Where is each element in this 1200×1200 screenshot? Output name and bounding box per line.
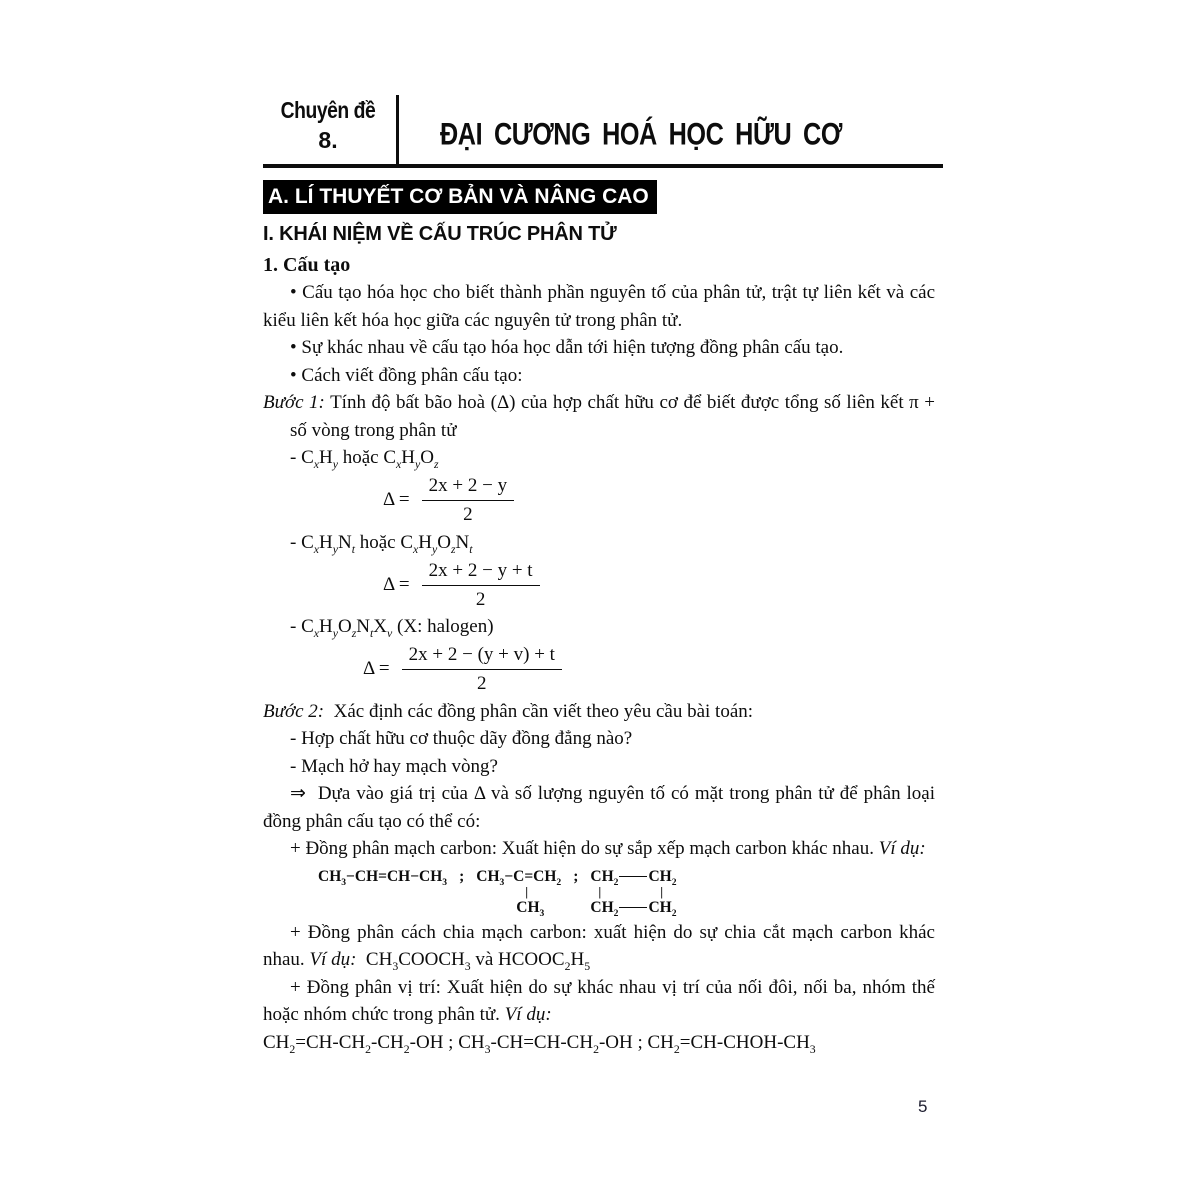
step-2-paragraph	[263, 698, 935, 726]
cyclobutane-carbon: $CH_2$	[648, 898, 677, 919]
bullet-item	[263, 362, 935, 390]
structural-formula-cyclobutane	[590, 867, 676, 917]
case-3-formula-line: - $C_xH_yO_zN_tX_v$ (X: halogen)	[290, 616, 494, 640]
fraction-denominator: 2	[475, 588, 486, 610]
vertical-bond: |	[660, 883, 664, 899]
chain-isomer-paragraph	[263, 835, 935, 863]
example-label: Ví dụ:	[504, 1004, 552, 1025]
section-i-heading: I. KHÁI NIỆM VỀ CẤU TRÚC PHÂN TỬ	[263, 223, 617, 245]
position-isomer-paragraph	[263, 974, 935, 1029]
cyclobutane-carbon: $CH_2$	[648, 867, 677, 888]
delta-formula-2	[383, 557, 935, 612]
page-number: 5	[918, 1097, 928, 1116]
fraction-numerator: 2x + 2 − (y + v) + t	[402, 642, 562, 670]
fraction-denominator: 2	[477, 673, 487, 694]
vertical-bond: |	[598, 883, 602, 899]
chapter-number: 8.	[318, 127, 338, 153]
cyclobutane-carbon: $CH_2$	[590, 867, 619, 888]
delta-symbol: Δ =	[383, 489, 410, 511]
bullet-icon: •	[290, 282, 297, 303]
step-1-label: Bước 1:	[263, 392, 325, 413]
cyclobutane-carbon: $CH_2$	[590, 898, 619, 919]
vertical-bond: |	[525, 883, 529, 899]
subsection-1-heading: 1. Cấu tạo	[263, 254, 351, 276]
position-isomer-text: + Đồng phân vị trí: Xuất hiện do sự khác nhau vị trí của nối đôi, nối ba, nhóm thế hoặc nhóm chức trong phân tử.	[263, 976, 935, 1025]
position-isomer-examples: $CH_2=CH-CH_2-CH_2-OH$ ; $CH_3-CH=CH-CH_2-OH$ ; $CH_2=CH-CHOH-CH_3$	[263, 1031, 816, 1056]
fraction-denominator: 2	[463, 504, 473, 525]
split-isomer-example: $CH_3COOCH_3$ và $HCOOC_2H_5$	[365, 949, 591, 973]
fraction	[402, 642, 562, 696]
case-1-formula-line: - $C_xH_y$ hoặc $C_xH_yO_z$	[290, 447, 439, 471]
split-isomer-paragraph	[263, 919, 935, 974]
bullet-text: Cách viết đồng phân cấu tạo:	[301, 364, 523, 386]
bullet-icon: •	[290, 364, 297, 386]
header-horizontal-rule	[263, 164, 943, 168]
structural-formula-isobutylene	[476, 867, 561, 917]
horizontal-bond	[619, 907, 647, 908]
bullet-item	[263, 279, 935, 334]
implication-paragraph	[263, 780, 935, 835]
example-label: Ví dụ:	[309, 949, 357, 970]
chapter-label: Chuyên đề	[280, 98, 376, 124]
formula-separator: ;	[459, 867, 465, 885]
page-body	[263, 221, 935, 1056]
delta-formula-1	[383, 473, 935, 528]
question-line: - Mạch hở hay mạch vòng?	[290, 755, 498, 777]
structural-formula-examples	[318, 867, 935, 917]
header-vertical-divider	[396, 95, 399, 164]
fraction	[422, 473, 514, 527]
step-2-text: Xác định các đồng phân cần viết theo yêu cầu bài toán:	[333, 700, 754, 722]
fraction	[422, 558, 540, 612]
delta-symbol: Δ =	[363, 658, 390, 680]
case-2-formula-line: - $C_xH_yN_t$ hoặc $C_xH_yO_zN_t$	[290, 531, 473, 556]
fraction-numerator: 2x + 2 − y + t	[422, 558, 540, 586]
bullet-text: Cấu tạo hóa học cho biết thành phần nguyên tố của phân tử, trật tự liên kết và các kiểu liên kết hóa học giữa các nguyên tử trong phân tử.	[263, 282, 936, 331]
section-a-heading	[263, 180, 657, 214]
question-line: - Hợp chất hữu cơ thuộc dãy đồng đẳng nào?	[290, 728, 633, 749]
chapter-badge	[266, 97, 390, 155]
isobutylene-main-chain: $CH_3-C=CH_2$	[476, 867, 562, 888]
delta-symbol: Δ =	[383, 573, 410, 595]
isobutylene-methyl-branch: $CH_3$	[516, 898, 545, 919]
step-1-paragraph	[263, 389, 935, 444]
formula-separator: ;	[573, 867, 579, 885]
bullet-text: Sự khác nhau về cấu tạo hóa học dẫn tới hiện tượng đồng phân cấu tạo.	[301, 337, 844, 358]
structural-formula-butene: $CH_3-CH=CH-CH_3$	[318, 867, 448, 888]
section-a-heading-label: A. LÍ THUYẾT CƠ BẢN VÀ NÂNG CAO	[268, 185, 649, 208]
bullet-icon: •	[290, 337, 297, 358]
step-2-label: Bước 2:	[263, 700, 325, 722]
horizontal-bond	[619, 876, 647, 877]
bullet-item	[263, 334, 935, 362]
chain-isomer-text: + Đồng phân mạch carbon: Xuất hiện do sự sắp xếp mạch carbon khác nhau.	[290, 838, 874, 859]
example-label: Ví dụ:	[878, 838, 926, 859]
delta-formula-3	[363, 642, 935, 697]
chapter-title: ĐẠI CƯƠNG HOÁ HỌC HỮU CƠ	[440, 117, 842, 153]
implies-arrow-icon: ⇒	[290, 783, 306, 804]
implication-text: Dựa vào giá trị của Δ và số lượng nguyên tố có mặt trong phân tử để phân loại đồng phân cấu tạo có thể có:	[263, 783, 936, 832]
fraction-numerator: 2x + 2 − y	[422, 473, 514, 501]
split-isomer-text: + Đồng phân cách chia mạch carbon: xuất hiện do sự chia cắt mạch carbon khác nhau.	[263, 921, 935, 970]
step-1-text: Tính độ bất bão hoà (Δ) của hợp chất hữu cơ để biết được tổng số liên kết π + số vòng trong phân tử	[290, 392, 935, 441]
